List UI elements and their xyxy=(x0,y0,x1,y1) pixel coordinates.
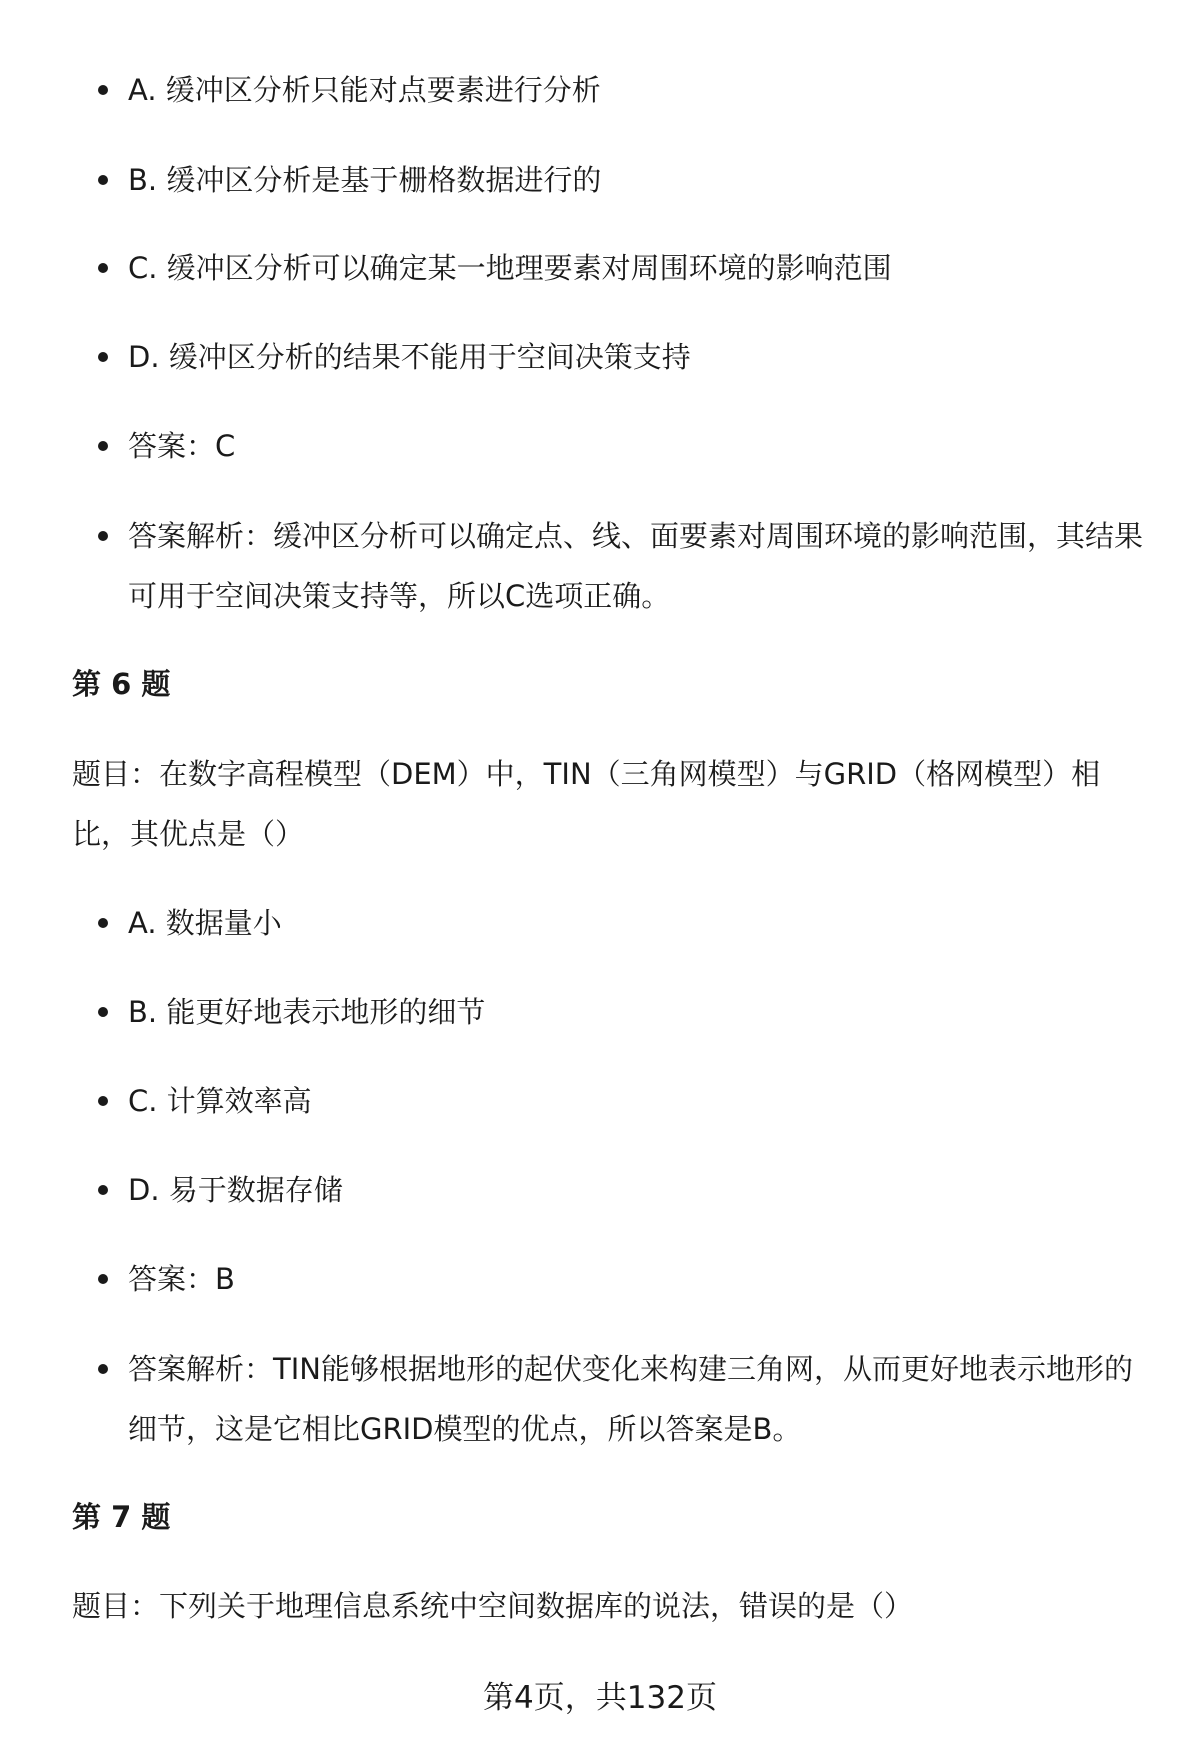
q6-explanation: 答案解析：TIN能够根据地形的起伏变化来构建三角网，从而更好地表示地形的细节，这是它相比GRID模型的优点，所以答案是B。 xyxy=(128,1339,1148,1459)
q6-option-b: B. 能更好地表示地形的细节 xyxy=(128,982,1148,1042)
q5-answer: 答案：C xyxy=(128,416,1148,476)
q5-option-d: D. 缓冲区分析的结果不能用于空间决策支持 xyxy=(128,327,1148,387)
q6-option-a: A. 数据量小 xyxy=(128,893,1148,953)
q5-option-b: B. 缓冲区分析是基于栅格数据进行的 xyxy=(128,150,1148,210)
q7-heading: 第 7 题 xyxy=(72,1500,171,1534)
q6-question: 题目：在数字高程模型（DEM）中，TIN（三角网模型）与GRID（格网模型）相比，其优点是（） xyxy=(72,757,1101,851)
q7-question: 题目：下列关于地理信息系统中空间数据库的说法，错误的是（） xyxy=(72,1589,914,1623)
q6-option-d: D. 易于数据存储 xyxy=(128,1160,1148,1220)
page-number-footer: 第4页，共132页 xyxy=(483,1680,717,1716)
q5-explanation: 答案解析：缓冲区分析可以确定点、线、面要素对周围环境的影响范围，其结果可用于空间决策支持等，所以C选项正确。 xyxy=(128,506,1148,626)
q6-heading: 第 6 题 xyxy=(72,667,171,701)
q6-option-c: C. 计算效率高 xyxy=(128,1071,1148,1131)
q5-option-a: A. 缓冲区分析只能对点要素进行分析 xyxy=(128,60,1148,120)
q5-option-c: C. 缓冲区分析可以确定某一地理要素对周围环境的影响范围 xyxy=(128,238,1148,298)
q6-answer: 答案：B xyxy=(128,1249,1148,1309)
